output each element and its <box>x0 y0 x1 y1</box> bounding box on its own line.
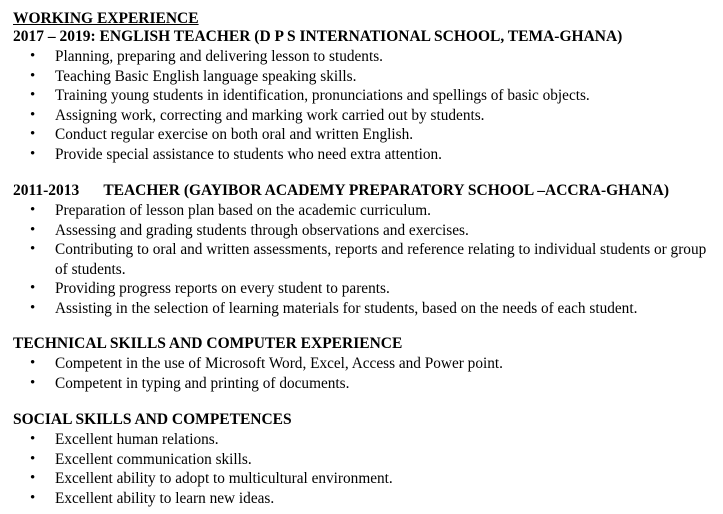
list-item: • Planning, preparing and delivering lesson to students. <box>30 48 383 65</box>
bullet-icon: • <box>30 241 36 257</box>
list-item: • Excellent ability to adopt to multicultural environment. <box>30 470 393 487</box>
working-experience-heading: WORKING EXPERIENCE <box>13 10 199 27</box>
list-item: • Provide special assistance to students who need extra attention. <box>30 145 442 163</box>
list-item: • Assessing and grading students through observations and exercises. <box>30 221 469 239</box>
social-skills-list <box>0 430 393 508</box>
list-item: • Providing progress reports on every student to parents. <box>30 280 390 297</box>
bullet-icon: • <box>30 355 36 371</box>
bullet-icon: • <box>30 489 36 506</box>
social-skills-heading: SOCIAL SKILLS AND COMPETENCES <box>13 411 292 428</box>
job2-period: 2011-2013 <box>13 182 80 199</box>
bullet-icon: • <box>30 470 36 486</box>
list-item: • Assisting in the selection of learning materials for students, based on the needs of each student. <box>30 299 638 317</box>
job2-duties-list <box>0 201 710 318</box>
bullet-icon: • <box>30 48 36 64</box>
bullet-icon: • <box>30 106 36 123</box>
list-item: • Excellent human relations. <box>30 431 219 448</box>
list-item: • Excellent ability to learn new ideas. <box>30 489 275 507</box>
list-item: • Training young students in identification, pronunciations and spellings of basic objects. <box>30 87 590 104</box>
bullet-icon: • <box>30 221 36 238</box>
bullet-icon: • <box>30 202 36 218</box>
list-item: • Teaching Basic English language speaking skills. <box>30 67 357 85</box>
list-item: • Competent in typing and printing of documents. <box>30 374 350 392</box>
list-item: • Contributing to oral and written assessments, reports and reference relating to individual students or group of students. <box>30 241 707 278</box>
job1-header: 2017 – 2019: ENGLISH TEACHER (D P S INTERNATIONAL SCHOOL, TEMA-GHANA) <box>13 28 623 45</box>
list-item: • Assigning work, correcting and marking work carried out by students. <box>30 106 485 124</box>
bullet-icon: • <box>30 67 36 84</box>
bullet-icon: • <box>30 299 36 316</box>
bullet-icon: • <box>30 145 36 162</box>
list-item: • Excellent communication skills. <box>30 450 252 468</box>
job2-title: TEACHER (GAYIBOR ACADEMY PREPARATORY SCHOOL –ACCRA-GHANA) <box>103 182 669 199</box>
job1-duties-list <box>0 47 590 164</box>
bullet-icon: • <box>30 87 36 103</box>
bullet-icon: • <box>30 450 36 467</box>
list-item: • Competent in the use of Microsoft Word, Excel, Access and Power point. <box>30 355 503 372</box>
list-item: • Preparation of lesson plan based on the academic curriculum. <box>30 202 431 219</box>
technical-skills-heading: TECHNICAL SKILLS AND COMPUTER EXPERIENCE <box>13 335 403 352</box>
list-item: • Conduct regular exercise on both oral and written English. <box>30 126 414 143</box>
bullet-icon: • <box>30 280 36 296</box>
bullet-icon: • <box>30 374 36 391</box>
technical-skills-list <box>0 354 503 393</box>
job2-header <box>13 182 669 200</box>
bullet-icon: • <box>30 126 36 142</box>
bullet-icon: • <box>30 431 36 447</box>
